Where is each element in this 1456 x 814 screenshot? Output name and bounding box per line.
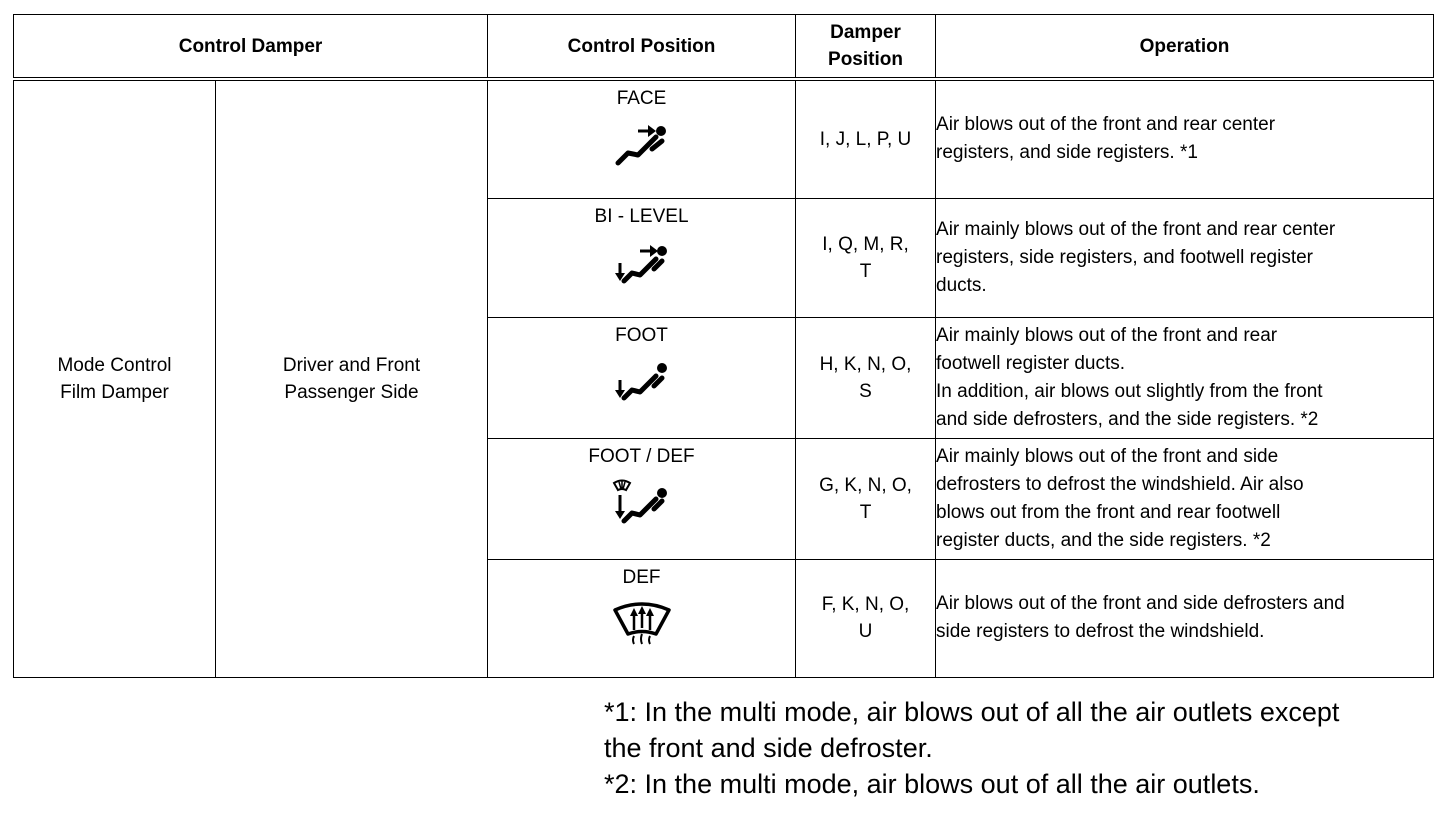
operation-line: Air blows out of the front and side defrosters and [936,593,1345,614]
side-line1: Driver and Front [282,354,421,376]
control-position-label: BI - LEVEL [594,205,689,227]
control-position-cell [488,438,796,559]
header-control-damper: Control Damper [14,15,488,80]
operation-line: Air mainly blows out of the front and rear [936,324,1278,346]
damper-position-line2: T [859,501,872,523]
damper-position-cell [796,198,936,317]
header-damper-position [796,15,936,80]
operation-cell [936,198,1434,317]
damper-position-line1: G, K, N, O, [819,474,912,496]
header-control-position: Control Position [488,15,796,80]
footnote-1-line2: the front and side defroster. [604,733,933,763]
damper-position-line1: F, K, N, O, [821,594,910,615]
operation-line: ducts. [936,274,987,296]
damper-position-cell [796,559,936,677]
side-line2: Passenger Side [284,381,419,403]
operation-line: register ducts, and the side registers. *2 [936,529,1271,551]
operation-line: registers, and side registers. *1 [936,142,1198,164]
control-position-cell [488,317,796,438]
bi-level-mode-icon [612,237,672,287]
footnote-1-line1: *1: In the multi mode, air blows out of all the air outlets except [604,697,1340,727]
damper-name-line2: Film Damper [60,381,169,403]
header-damper-position-line1: Damper [830,22,901,43]
operation-line: defrosters to defrost the windshield. Air also [936,473,1304,495]
foot-mode-icon [612,356,672,406]
control-position-cell [488,559,796,677]
footnotes [604,694,1339,802]
control-position-cell [488,79,796,198]
operation-line: side registers to defrost the windshield. [936,621,1265,642]
operation-line: In addition, air blows out slightly from the front [936,380,1323,402]
face-mode-icon [612,119,672,169]
damper-name-line1: Mode Control [57,354,172,376]
operation-cell [936,438,1434,559]
damper-position-cell [796,79,936,198]
table-row [14,79,1434,198]
damper-position-line1: I, J, L, P, U [819,128,912,150]
table-header-row [14,15,1434,80]
damper-position-line2: U [858,621,873,642]
operation-line: and side defrosters, and the side registers. *2 [936,408,1319,430]
operation-line: blows out from the front and rear footwell [936,501,1281,523]
operation-line: Air blows out of the front and rear center [936,114,1276,136]
header-operation: Operation [936,15,1434,80]
control-position-label: DEF [622,566,661,588]
operation-line: footwell register ducts. [936,352,1126,374]
operation-line: Air mainly blows out of the front and side [936,445,1279,467]
damper-operation-table [13,14,1434,678]
damper-position-line2: T [859,260,872,282]
footnote-2: *2: In the multi mode, air blows out of all the air outlets. [604,769,1260,799]
control-position-label: FOOT / DEF [588,445,695,467]
operation-cell [936,317,1434,438]
operation-line: Air mainly blows out of the front and rear center [936,218,1336,240]
damper-position-line1: I, Q, M, R, [822,233,909,255]
foot-def-mode-icon [612,477,672,527]
damper-position-cell [796,317,936,438]
damper-position-line1: H, K, N, O, [819,353,912,375]
defrost-mode-icon [612,598,672,648]
operation-line: registers, side registers, and footwell register [936,246,1314,268]
control-position-label: FOOT [615,324,668,346]
operation-cell [936,79,1434,198]
damper-position-line2: S [859,380,872,402]
side-cell [216,79,488,677]
control-position-label: FACE [616,88,667,109]
damper-position-cell [796,438,936,559]
operation-cell [936,559,1434,677]
control-position-cell [488,198,796,317]
damper-name-cell [14,79,216,677]
header-damper-position-line2: Position [828,49,903,70]
